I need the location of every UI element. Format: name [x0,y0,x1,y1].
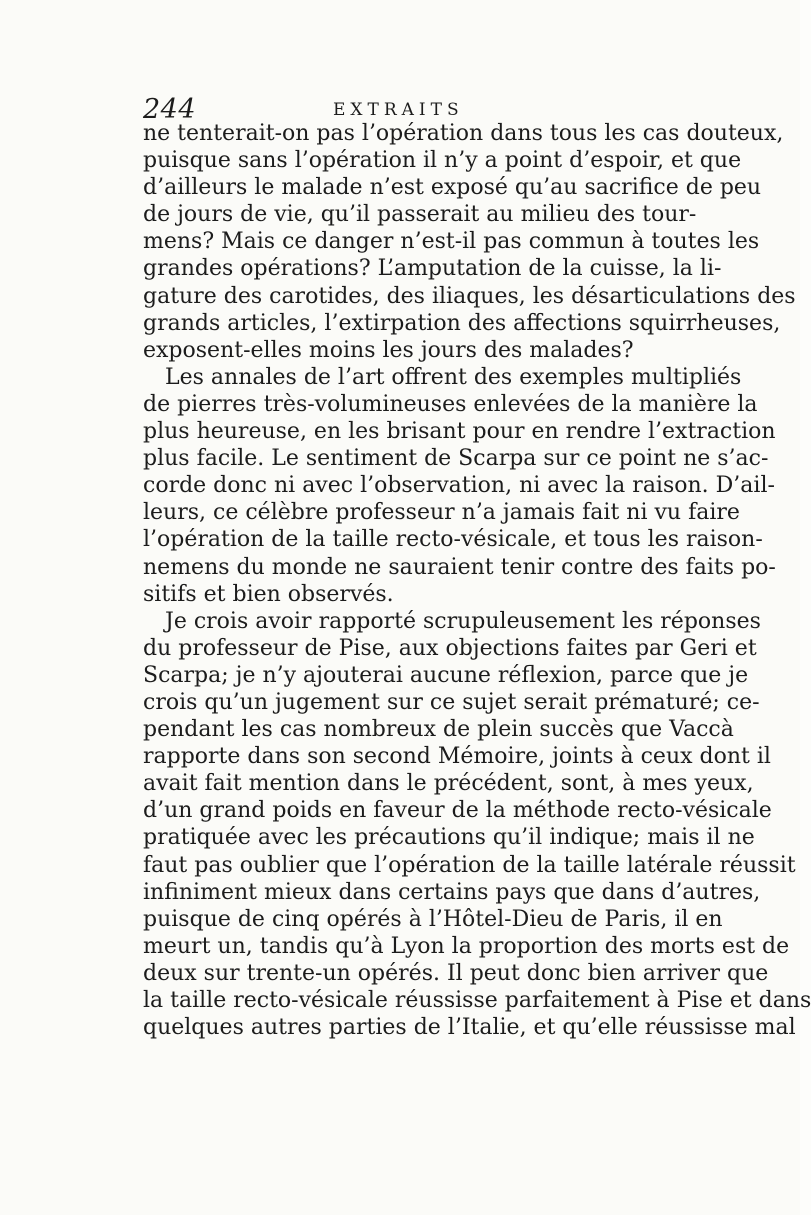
text-line: avait fait mention dans le précédent, sont, à mes yeux, [143,771,754,797]
text-line: corde donc ni avec l’observation, ni avec la raison. D’ail- [143,473,775,499]
text-line: faut pas oublier que l’opération de la taille latérale réussit [143,852,796,878]
text-line: de jours de vie, qu’il passerait au milieu des tour- [143,202,697,228]
text-line: mens? Mais ce danger n’est-il pas commun à toutes les [143,229,760,255]
text-line: Scarpa; je n’y ajouterai aucune réflexion, parce que je [143,662,749,688]
text-line: pendant les cas nombreux de plein succès que Vaccà [143,717,734,743]
page-number: 244 [143,94,197,125]
text-line: exposent-elles moins les jours des malades? [143,337,634,363]
text-line: rapporte dans son second Mémoire, joints à ceux dont il [143,744,771,770]
paragraph-start-line: Les annales de l’art offrent des exemples multipliés [165,364,742,390]
text-line: deux sur trente-un opérés. Il peut donc bien arriver que [143,960,769,986]
text-line: de pierres très-volumineuses enlevées de la manière la [143,391,758,417]
text-line: sitifs et bien observés. [143,581,394,607]
text-line: pratiquée avec les précautions qu’il indique; mais il ne [143,825,755,851]
text-line: puisque de cinq opérés à l’Hôtel-Dieu de Paris, il en [143,906,723,932]
text-line: grands articles, l’extirpation des affections squirrheuses, [143,310,781,336]
text-line: plus heureuse, en les brisant pour en rendre l’extraction [143,419,776,445]
paragraph-start-line: Je crois avoir rapporté scrupuleusement les réponses [165,608,761,634]
text-line: meurt un, tandis qu’à Lyon la proportion des morts est de [143,933,790,959]
text-line: ne tenterait-on pas l’opération dans tous les cas douteux, [143,121,784,146]
text-line: quelques autres parties de l’Italie, et qu’elle réussisse mal [143,1015,796,1041]
text-line: gature des carotides, des iliaques, les désarticulations des [143,283,796,309]
text-line: grandes opérations? L’amputation de la cuisse, la li- [143,256,722,282]
text-line: du professeur de Pise, aux objections faites par Geri et [143,635,757,661]
text-line: nemens du monde ne sauraient tenir contre des faits po- [143,554,776,580]
text-line: plus facile. Le sentiment de Scarpa sur ce point ne s’ac- [143,446,769,472]
text-line: leurs, ce célèbre professeur n’a jamais fait ni vu faire [143,500,740,526]
text-line: crois qu’un jugement sur ce sujet serait prématuré; ce- [143,689,760,715]
text-line: l’opération de la taille recto-vésicale, et tous les raison- [143,527,763,553]
text-line: puisque sans l’opération il n’y a point d’espoir, et que [143,148,742,174]
text-line: la taille recto-vésicale réussisse parfaitement à Pise et dans [143,988,811,1013]
running-head: EXTRAITS [333,100,464,120]
text-line: d’un grand poids en faveur de la méthode recto-vésicale [143,798,772,824]
body-text [143,120,811,1041]
text-line: d’ailleurs le malade n’est exposé qu’au sacrifice de peu [143,175,762,201]
text-line: infiniment mieux dans certains pays que dans d’autres, [143,879,761,905]
